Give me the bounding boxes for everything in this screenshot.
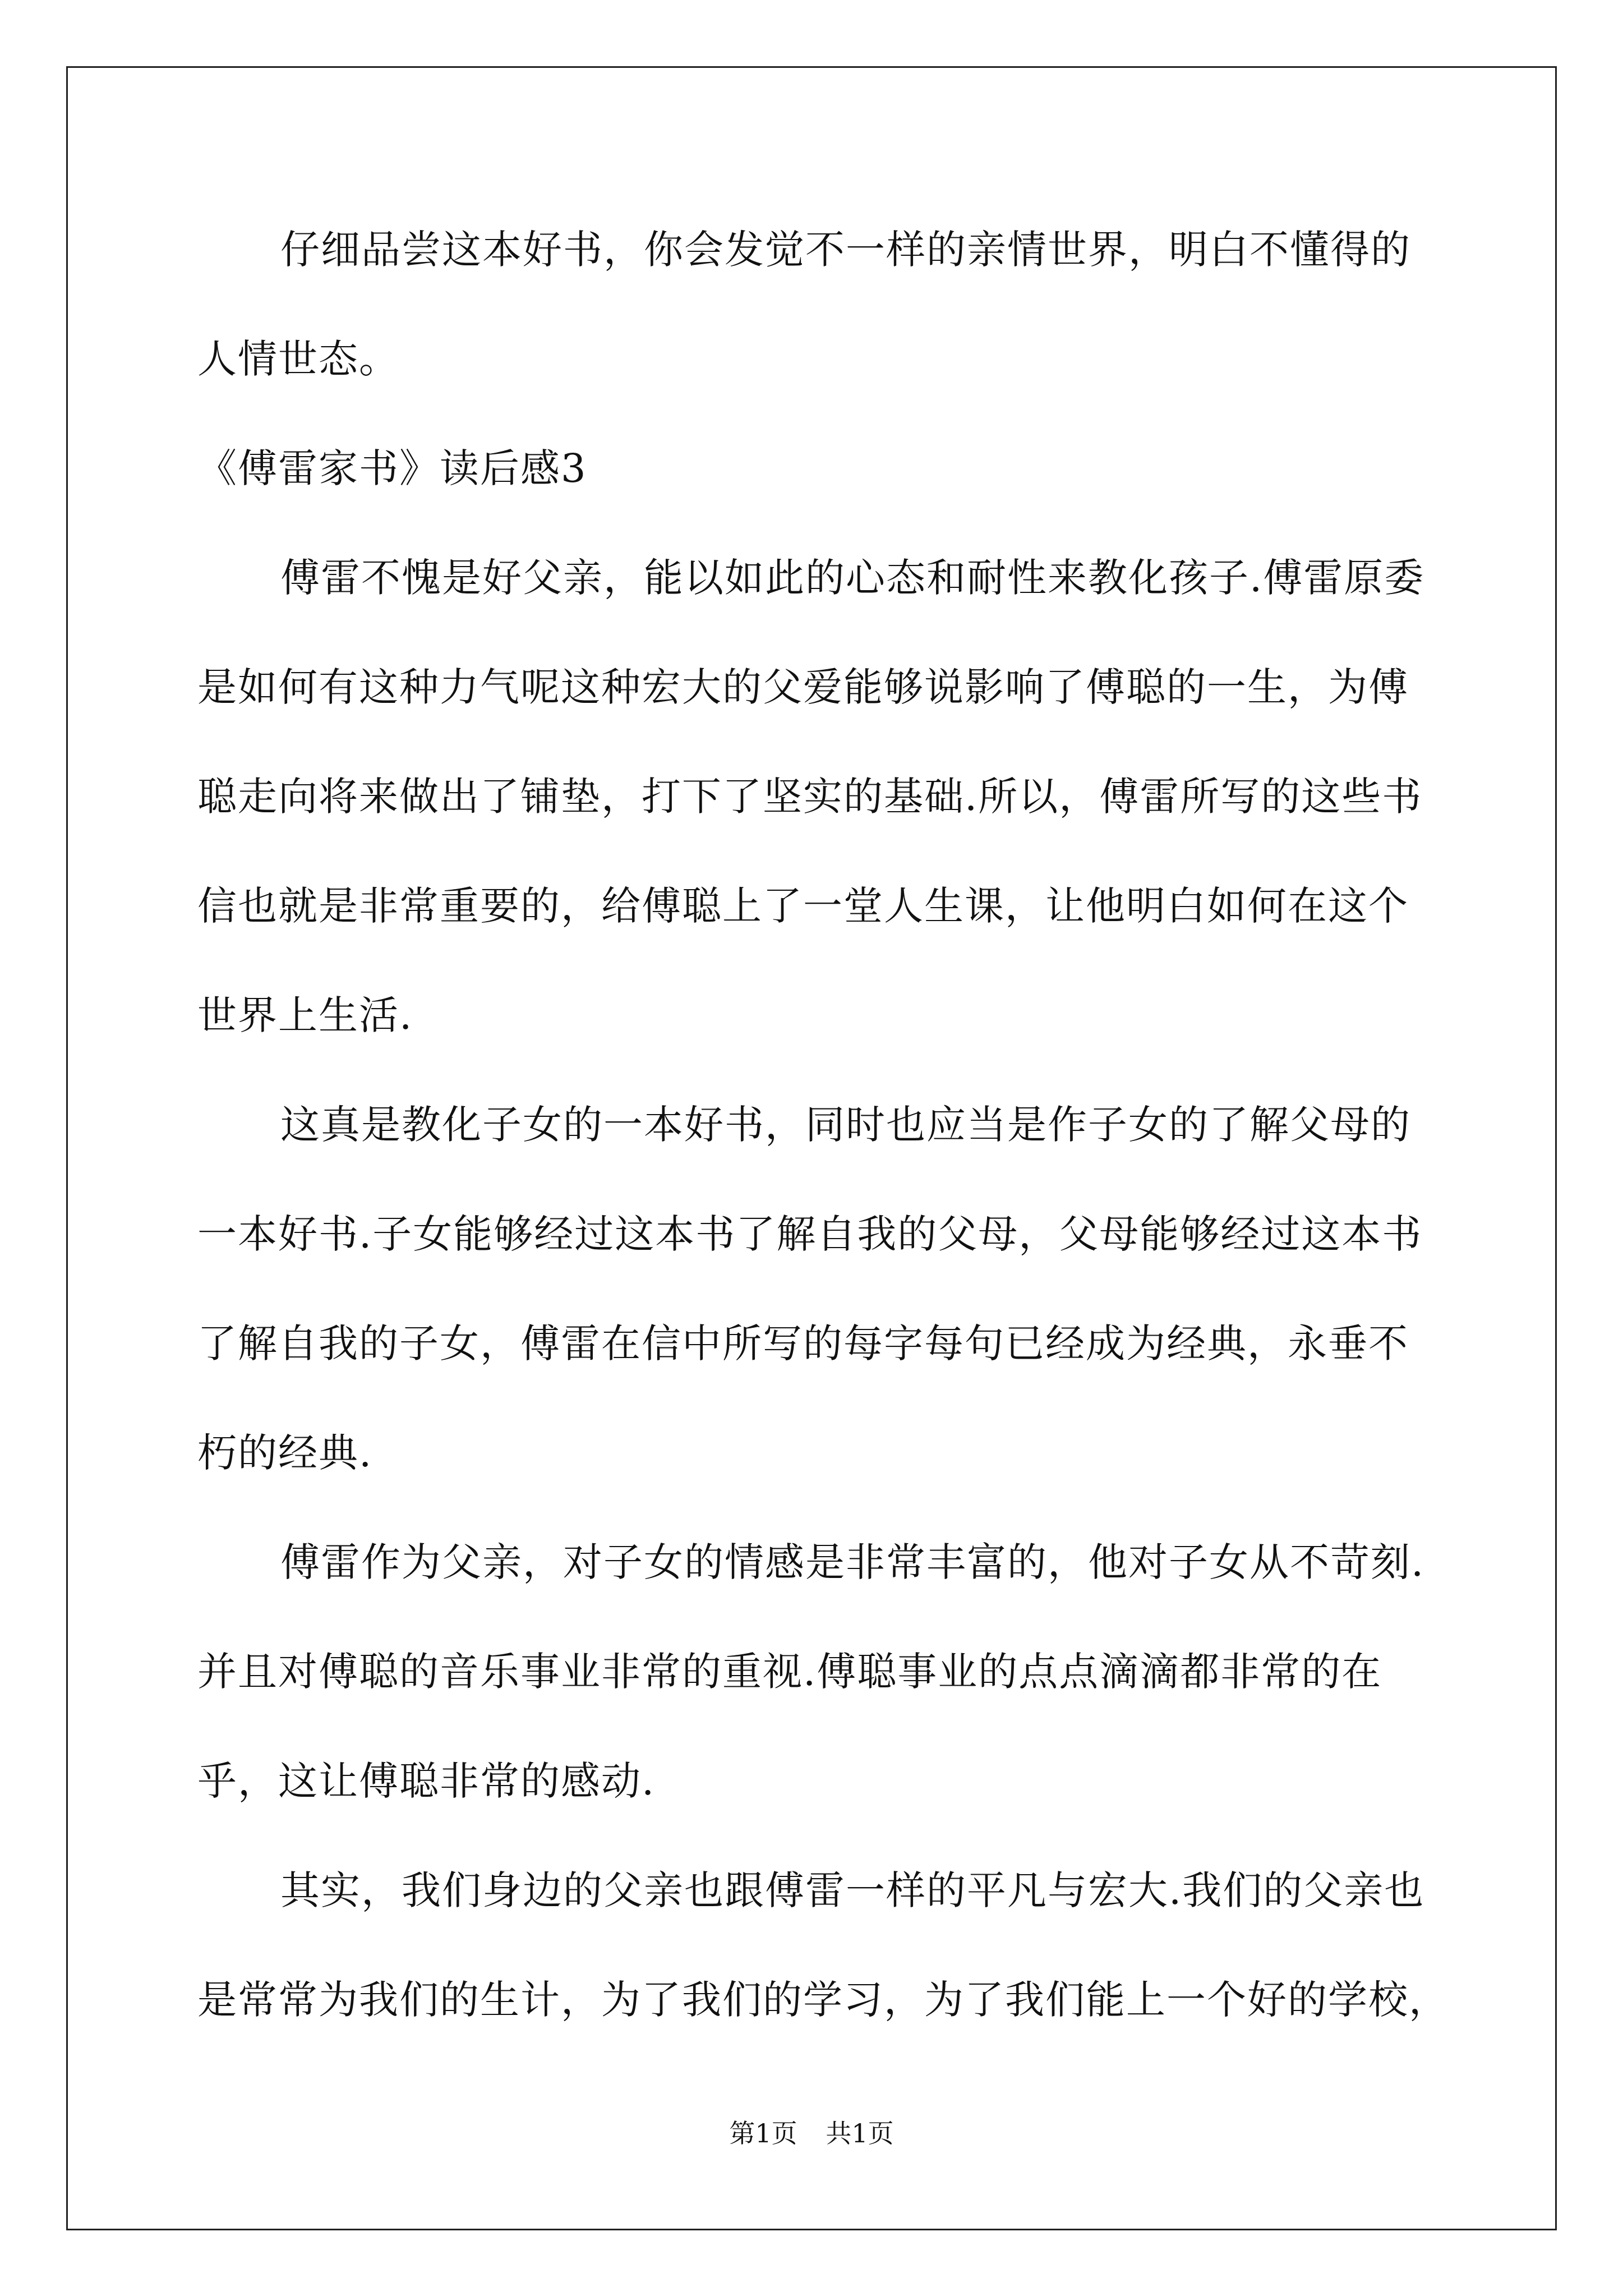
page-footer [0,2118,1623,2149]
paragraph-line: 这真是教化子女的一本好书，同时也应当是作子女的了解父母的 [280,1102,1411,1148]
paragraph-line: 了解自我的子女，傅雷在信中所写的每字每句已经成为经典，永垂不 [197,1320,1409,1366]
page-number: 第1页 [729,2118,797,2148]
paragraph-line: 信也就是非常重要的，给傅聪上了一堂人生课，让他明白如何在这个 [197,883,1409,929]
paragraph-line: 世界上生活. [197,992,413,1038]
paragraph-line: 聪走向将来做出了铺垫，打下了坚实的基础.所以，傅雷所写的这些书 [197,774,1423,820]
paragraph-line: 并且对傅聪的音乐事业非常的重视.傅聪事业的点点滴滴都非常的在 [197,1649,1382,1695]
page-total: 共1页 [826,2118,894,2148]
paragraph-line: 是常常为我们的生计，为了我们的学习，为了我们能上一个好的学校， [197,1977,1449,2023]
paragraph-line: 人情世态。 [197,336,399,382]
section-heading: 《傅雷家书》读后感3 [197,445,587,491]
paragraph-line: 是如何有这种力气呢这种宏大的父爱能够说影响了傅聪的一生，为傅 [197,664,1409,710]
paragraph-line: 乎，这让傅聪非常的感动. [197,1758,656,1804]
paragraph-line: 朽的经典. [197,1430,373,1476]
paragraph-line: 一本好书.子女能够经过这本书了解自我的父母，父母能够经过这本书 [197,1211,1423,1257]
paragraph-line: 傅雷作为父亲，对子女的情感是非常丰富的，他对子女从不苛刻. [280,1539,1425,1585]
paragraph-line: 仔细品尝这本好书，你会发觉不一样的亲情世界，明白不懂得的 [280,227,1411,273]
paragraph-line: 傅雷不愧是好父亲，能以如此的心态和耐性来教化孩子.傅雷原委 [280,555,1425,601]
paragraph-line: 其实，我们身边的父亲也跟傅雷一样的平凡与宏大.我们的父亲也 [280,1867,1425,1913]
